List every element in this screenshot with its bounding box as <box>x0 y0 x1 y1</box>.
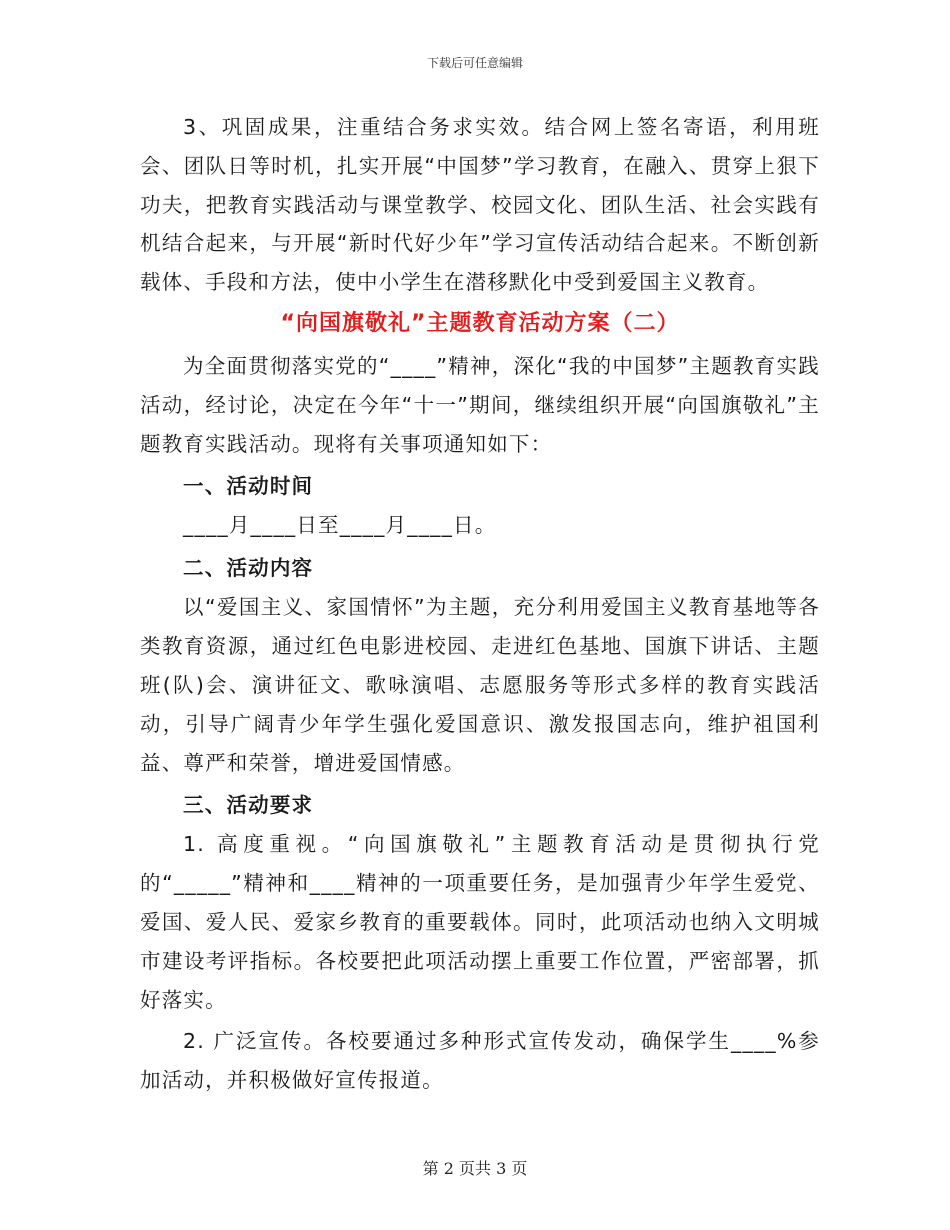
document-body <box>140 108 820 1103</box>
requirement-item-1: 1. 高度重视。“向国旗敬礼”主题教育活动是贯彻执行党的“_____”精神和____精神的一项重要任务，是加强青少年学生爱党、爱国、爱人民、爱家乡教育的重要载体。同时，此项活动也纳入文明城市建设考评指标。各校要把此项活动摆上重要工作位置，严密部署，抓好落实。 <box>140 832 820 1012</box>
heading-activity-requirements: 三、活动要求 <box>183 793 314 818</box>
activity-time-text: ____月____日至____月____日。 <box>183 513 497 538</box>
section-title: “向国旗敬礼”主题教育活动方案（二） <box>280 310 680 336</box>
paragraph-consolidate-results: 3、巩固成果，注重结合务求实效。结合网上签名寄语，利用班会、团队日等时机，扎实开展“中国梦”学习教育，在融入、贯穿上狠下功夫，把教育实践活动与课堂教学、校园文化、团队生活、社会实践有机结合起来，与开展“新时代好少年”学习宣传活动结合起来。不断创新载体、手段和方法，使中小学生在潜移默化中受到爱国主义教育。 <box>140 115 820 295</box>
intro-paragraph: 为全面贯彻落实党的“____”精神，深化“我的中国梦”主题教育实践活动，经讨论，决定在今年“十一”期间，继续组织开展“向国旗敬礼”主题教育实践活动。现将有关事项通知如下： <box>140 353 820 456</box>
activity-content-text: 以“爱国主义、家国情怀”为主题，充分利用爱国主义教育基地等各类教育资源，通过红色电影进校园、走进红色基地、国旗下讲话、主题班(队)会、演讲征文、歌咏演唱、志愿服务等形式多样的教育实践活动，引导广阔青少年学生强化爱国意识、激发报国志向，维护祖国利益、尊严和荣誉，增进爱国情感。 <box>140 595 820 775</box>
heading-activity-time: 一、活动时间 <box>183 474 314 499</box>
page-header: 下载后可任意编辑 <box>426 56 523 70</box>
heading-activity-content: 二、活动内容 <box>183 556 314 581</box>
requirement-item-2: 2. 广泛宣传。各校要通过多种形式宣传发动，确保学生____%参加活动，并积极做好宣传报道。 <box>140 1029 820 1093</box>
page-footer: 第 2 页共 3 页 <box>422 1159 528 1178</box>
